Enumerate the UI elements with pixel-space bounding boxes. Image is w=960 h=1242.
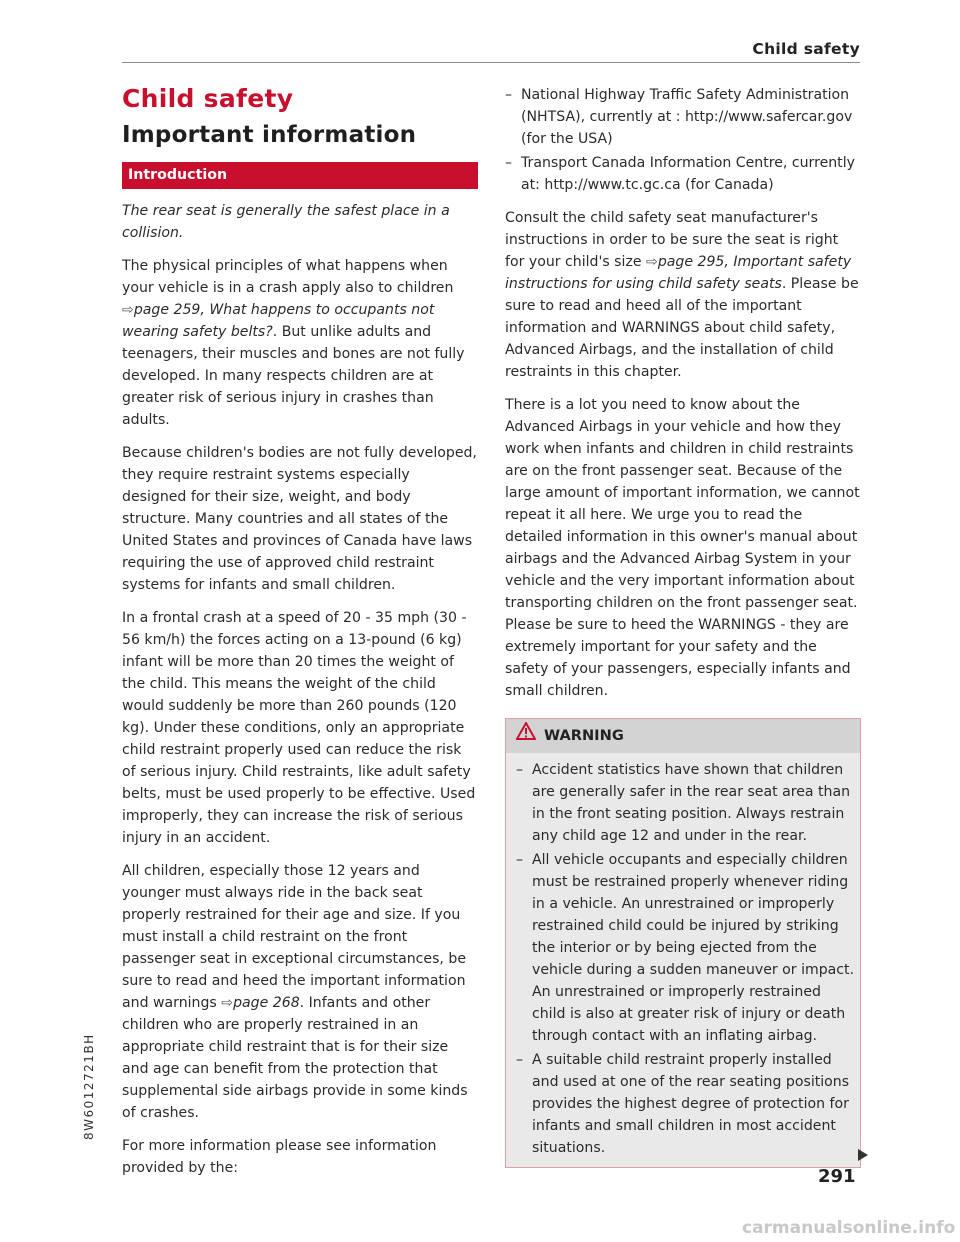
paragraph-text: . Infants and other children who are properly restrained in an appropriate child restraint that is for their size and age can benefit from the protection that supplemental side airbags provide in some kinds of crashes. [122, 995, 468, 1121]
page-link[interactable]: page 268 [233, 995, 300, 1011]
warning-triangle-icon [516, 719, 536, 753]
list-item: – National Highway Traffic Safety Administration (NHTSA), currently at : http://www.safercar.gov (for the USA) [505, 84, 861, 150]
warning-title: WARNING [544, 727, 624, 744]
paragraph-forces: In a frontal crash at a speed of 20 - 35 mph (30 - 56 km/h) the forces acting on a 13-pound (6 kg) infant will be more than 20 times the weight of the child. This means the weight of the child would suddenly be more than 260 pounds (120 kg). Under these conditions, only an appropriate child restraint properly used can reduce the risk of serious injury. Child restraints, like adult safety belts, must be used properly to be effective. Used improperly, they can increase the risk of serious injury in an accident. [122, 610, 476, 846]
right-column [505, 84, 861, 1168]
list-item: – Transport Canada Information Centre, currently at: http://www.tc.gc.ca (for Canada) [505, 152, 861, 196]
paragraph-text: . Please be sure to read and heed all of the important information and WARNINGS about child safety, Advanced Airbags, and the installation of child restraints in this chapter. [505, 276, 859, 380]
paragraph-text: All children, especially those 12 years and younger must always ride in the back seat properly restrained for their age and size. If you must install a child restraint on the front passenger seat in exceptional circumstances, be sure to read and heed the important information and warnings [122, 863, 466, 1011]
paragraph-text: . But unlike adults and teenagers, their muscles and bones are not fully developed. In many respects children are at greater risk of serious injury in crashes than adults. [122, 324, 465, 428]
lead-paragraph: The rear seat is generally the safest place in a collision. [122, 203, 450, 241]
paragraph-more-info: For more information please see information provided by the: [122, 1138, 437, 1176]
running-title: Child safety [752, 40, 860, 58]
section-title: Important information [122, 122, 417, 148]
warning-box [505, 718, 861, 1168]
paragraph-consult [505, 207, 861, 383]
page-number: 291 [818, 1166, 856, 1187]
list-item: – All vehicle occupants and especially children must be restrained properly whenever riding in a vehicle. An unrestrained or improperly restrained child could be injured by striking the interior or by being ejected from the vehicle during a sudden maneuver or impact. An unrestrained or improperly restrained child is also at greater risk of injury or death through contact with an inflating airbag. [516, 849, 856, 1047]
paragraph-text: Consult the child safety seat manufacturer's instructions in order to be sure the seat is right for your child's size [505, 210, 839, 270]
watermark: carmanualsonline.info [742, 1218, 956, 1238]
chapter-title: Child safety [122, 84, 294, 113]
warning-list [516, 759, 856, 1159]
list-item: – A suitable child restraint properly installed and used at one of the rear seating positions provides the highest degree of protection for infants and small children in most accident situations. [516, 1049, 856, 1159]
side-code: 8W6012721BH [82, 1033, 96, 1140]
paragraph-physics [122, 255, 478, 431]
paragraph-airbags: There is a lot you need to know about the Advanced Airbags in your vehicle and how they work when infants and children in child restraints are on the front passenger seat. Because of the large amount of important information, we cannot repeat it all here. We urge you to read the detailed information in this owner's manual about airbags and the Advanced Airbag System in your vehicle and the very important information about transporting children on the front passenger seat. Please be sure to heed the WARNINGS - they are extremely important for your safety and the safety of your passengers, especially infants and small children. [505, 397, 860, 699]
page-link[interactable]: page 259, What happens to occupants not wearing safety belts? [122, 302, 435, 340]
arrow-icon: ⇨ [646, 254, 658, 270]
page-link[interactable]: page 295, Important safety instructions for using child safety seats [505, 254, 852, 292]
left-column [122, 84, 478, 1190]
arrow-icon: ⇨ [122, 302, 134, 318]
paragraph-bodies: Because children's bodies are not fully developed, they require restraint systems especially designed for their size, weight, and body structure. Many countries and all states of the United States and provinces of Canada have laws requiring the use of approved child restraint systems for infants and small children. [122, 445, 477, 593]
continue-arrow-icon [858, 1149, 868, 1161]
paragraph-text: The physical principles of what happens when your vehicle is in a crash apply also to children [122, 258, 454, 296]
list-item: – Accident statistics have shown that children are generally safer in the rear seat area than in the front seating position. Always restrain any child age 12 and under in the rear. [516, 759, 856, 847]
sources-list [505, 84, 861, 196]
paragraph-back-seat [122, 860, 478, 1124]
header-rule [122, 62, 860, 63]
arrow-icon: ⇨ [221, 995, 234, 1011]
warning-header [506, 719, 860, 753]
introduction-band: Introduction [122, 162, 478, 189]
